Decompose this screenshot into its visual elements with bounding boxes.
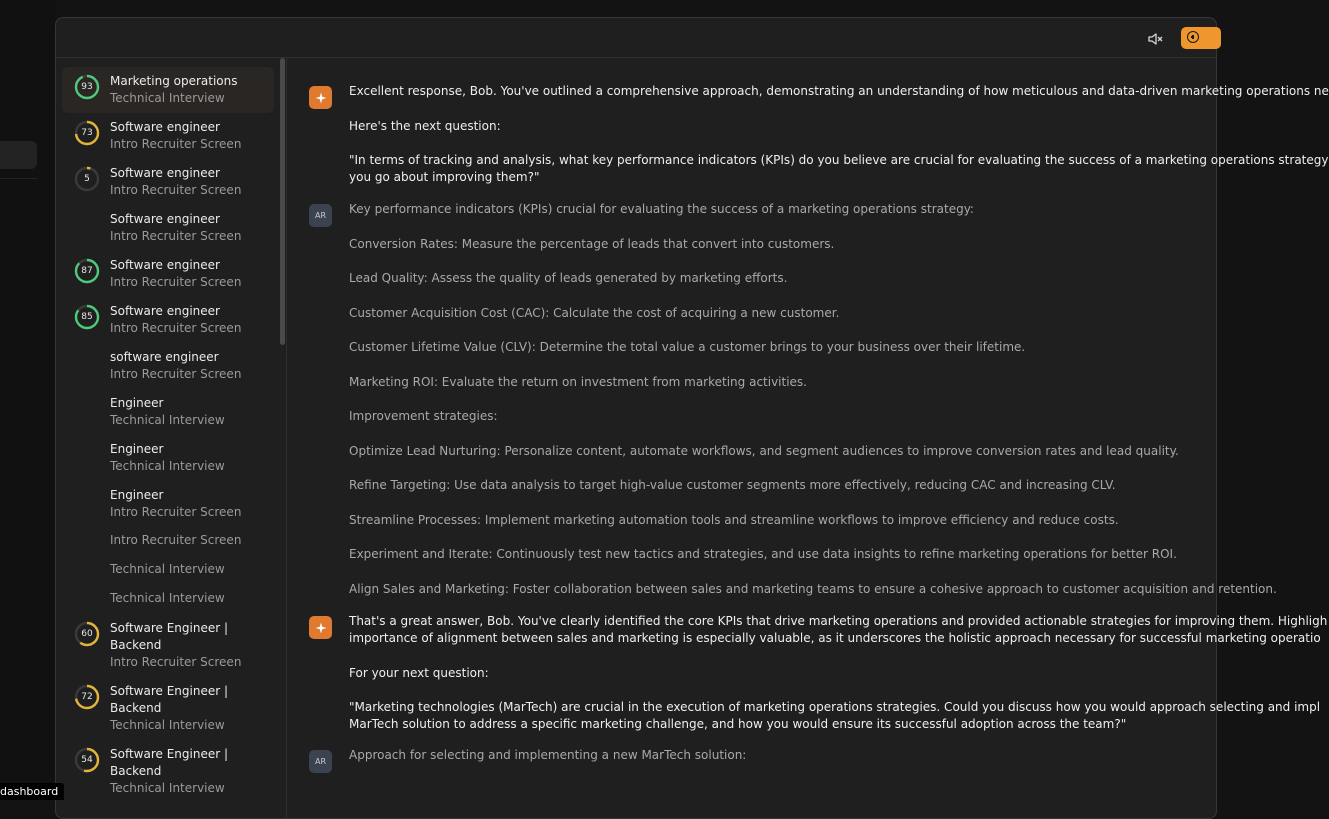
interview-list-item[interactable]: [62, 481, 274, 527]
interview-role: Marketing operations: [110, 74, 238, 88]
message-line: Streamline Processes: Implement marketing automation tools and streamline workflows to improve efficiency and reduce costs.: [349, 512, 1119, 527]
message-line: Improvement strategies:: [349, 409, 498, 423]
score-ring: [74, 120, 100, 146]
message-line: "Marketing technologies (MarTech) are crucial in the execution of marketing operations strategies. Could you discuss how you would approach selecting and impl: [349, 700, 1321, 714]
assistant-message: [349, 613, 1328, 733]
score-value: 93: [81, 82, 93, 92]
interview-type: Intro Recruiter Screen: [110, 505, 242, 519]
interview-labels: [110, 257, 270, 291]
interview-type: Technical Interview: [110, 591, 225, 605]
message-line: Here's the next question:: [349, 118, 501, 133]
assistant-avatar: [309, 616, 332, 639]
message-line: Experiment and Iterate: Continuously test new tactics and strategies, and use data insights to refine marketing operations for better ROI.: [349, 547, 1177, 561]
interview-role-continued: Backend: [110, 701, 162, 715]
interview-role: Engineer: [110, 488, 164, 502]
interview-list-item[interactable]: [62, 614, 274, 677]
interview-type: Technical Interview: [110, 718, 225, 732]
message-line: [349, 218, 1229, 236]
message-line: That's a great answer, Bob. You've clearly identified the core KPIs that drive marketing operations and provided actionable strategies for improving them. Highligh: [349, 614, 1328, 628]
interview-labels: [110, 73, 270, 107]
interview-history-modal: [55, 17, 1329, 819]
chat-transcript: [287, 58, 1329, 818]
score-ring: [74, 304, 100, 330]
interview-role: Engineer: [110, 396, 164, 410]
interview-role: Software Engineer |: [110, 684, 229, 698]
message-line: [349, 135, 1229, 153]
interview-type: Intro Recruiter Screen: [110, 229, 242, 243]
message-line: Refine Targeting: Use data analysis to target high-value customer segments more effectively, reducing CAC and increasing CLV.: [349, 478, 1116, 492]
interview-role: Software engineer: [110, 304, 220, 318]
score-ring: [74, 684, 100, 710]
score-value: 87: [81, 266, 93, 276]
message-line: Key performance indicators (KPIs) crucial for evaluating the success of a marketing operations strategy:: [349, 202, 974, 216]
score-value: 73: [81, 128, 93, 138]
background-app-sidebar: [0, 0, 56, 800]
interview-role: Software engineer: [110, 120, 220, 134]
message-line: For your next question:: [349, 665, 489, 680]
interview-type: Intro Recruiter Screen: [110, 367, 242, 381]
message-line: Approach for selecting and implementing a new MarTech solution:: [349, 748, 747, 762]
interview-type: Intro Recruiter Screen: [110, 183, 242, 197]
score-ring: [74, 621, 100, 647]
interview-list-item[interactable]: [62, 677, 274, 740]
score-value: 72: [81, 692, 93, 702]
dashboard-tooltip: dashboard: [0, 783, 64, 800]
message-line: Customer Acquisition Cost (CAC): Calculate the cost of acquiring a new customer.: [349, 305, 840, 320]
modal-topbar: [56, 18, 1216, 58]
interview-labels: [110, 441, 270, 475]
interview-type: Technical Interview: [110, 413, 225, 427]
message-line: [349, 356, 1229, 374]
message-line: Align Sales and Marketing: Foster collaboration between sales and marketing teams to ensure a cohesive approach to customer acquisition and retention.: [349, 581, 1277, 596]
message-line: [349, 100, 1229, 118]
interview-labels: [110, 303, 270, 337]
interview-role-continued: Backend: [110, 638, 162, 652]
score-ring: [74, 166, 100, 192]
interview-role: Engineer: [110, 442, 164, 456]
message-line: [349, 563, 1229, 581]
score-ring: [74, 74, 100, 100]
interview-list-item[interactable]: [62, 556, 274, 585]
interview-labels: [110, 487, 270, 521]
interview-role: Software engineer: [110, 258, 220, 272]
interview-labels: [110, 395, 270, 429]
interview-list-item[interactable]: [62, 205, 274, 251]
interview-type: Intro Recruiter Screen: [110, 321, 242, 335]
interview-list-item[interactable]: [62, 435, 274, 481]
message-line: [349, 647, 1229, 665]
interview-list-sidebar: [56, 58, 287, 818]
interview-list-item[interactable]: [62, 527, 274, 556]
interview-list: [62, 67, 274, 803]
interview-type: Technical Interview: [110, 781, 225, 795]
message-line: [349, 322, 1229, 340]
interview-type: Intro Recruiter Screen: [110, 137, 242, 151]
interview-labels: [110, 211, 270, 245]
message-line: [349, 529, 1229, 547]
message-line: Lead Quality: Assess the quality of leads generated by marketing efforts.: [349, 271, 788, 285]
interview-labels: [110, 620, 270, 671]
message-line: [349, 682, 1229, 700]
message-line: you go about improving them?": [349, 170, 540, 184]
score-value: 85: [81, 312, 93, 322]
interview-role: Software Engineer |: [110, 621, 229, 635]
mute-button[interactable]: [1144, 28, 1166, 50]
assistant-message: [349, 83, 1329, 186]
interview-list-item[interactable]: [62, 113, 274, 159]
interview-labels: [110, 683, 270, 734]
user-avatar: AR: [309, 204, 332, 227]
interview-type: Technical Interview: [110, 91, 225, 105]
score-value: 60: [81, 629, 93, 639]
background-divider: [0, 178, 37, 179]
sidebar-scrollbar[interactable]: [280, 58, 285, 345]
interview-role-continued: Backend: [110, 764, 162, 778]
speaker-muted-icon: [1147, 31, 1163, 47]
message-line: MarTech solution to address a specific marketing challenge, and how you would ensure its successful adoption across the team?": [349, 717, 1127, 731]
message-line: "In terms of tracking and analysis, what key performance indicators (KPIs) do you believe are crucial for evaluating the success of a marketing operations strategy: [349, 153, 1329, 167]
interview-labels: [110, 746, 270, 797]
interview-list-item[interactable]: [62, 67, 274, 113]
message-line: [349, 287, 1229, 305]
user-message: [349, 201, 1277, 598]
interview-labels: [110, 119, 270, 153]
interview-type: Intro Recruiter Screen: [110, 655, 242, 669]
message-line: Conversion Rates: Measure the percentage of leads that convert into customers.: [349, 236, 835, 251]
message-line: [349, 460, 1229, 478]
interview-list-item[interactable]: [62, 740, 274, 803]
assistant-avatar: [309, 86, 332, 109]
interview-type: Intro Recruiter Screen: [110, 275, 242, 289]
message-line: [349, 391, 1229, 409]
interview-role: Software Engineer |: [110, 747, 229, 761]
interview-type: Intro Recruiter Screen: [110, 533, 242, 547]
background-nav-item[interactable]: [0, 141, 37, 169]
interview-role: software engineer: [110, 350, 219, 364]
message-line: Customer Lifetime Value (CLV): Determine the total value a customer brings to your business over their lifetime.: [349, 340, 1026, 354]
interview-list-item[interactable]: [62, 159, 274, 205]
sparkle-icon: [315, 622, 327, 634]
score-value: 54: [81, 755, 93, 765]
interview-role: Software engineer: [110, 212, 220, 226]
interview-list-item[interactable]: [62, 389, 274, 435]
interview-list-item[interactable]: [62, 585, 274, 614]
message-line: [349, 494, 1229, 512]
interview-role: Software engineer: [110, 166, 220, 180]
user-avatar: AR: [309, 750, 332, 773]
score-value: 5: [84, 174, 90, 184]
score-ring: [74, 258, 100, 284]
sparkle-icon: [315, 92, 327, 104]
interview-list-item[interactable]: [62, 343, 274, 389]
message-line: importance of alignment between sales and marketing is especially valuable, as it underscores the holistic approach necessary for successful marketing operatio: [349, 631, 1321, 645]
score-ring: [74, 747, 100, 773]
interview-labels: [110, 349, 270, 383]
new-interview-button[interactable]: [1181, 27, 1221, 49]
interview-type: Technical Interview: [110, 459, 225, 473]
user-message: [349, 747, 1229, 764]
message-line: Optimize Lead Nurturing: Personalize content, automate workflows, and segment audiences to improve conversion rates and lead quality.: [349, 443, 1179, 458]
plus-circle-icon: [1187, 31, 1199, 43]
message-line: [349, 253, 1229, 271]
message-line: Marketing ROI: Evaluate the return on investment from marketing activities.: [349, 374, 807, 389]
interview-type: Technical Interview: [110, 562, 225, 576]
interview-list-item[interactable]: [62, 251, 274, 297]
message-line: [349, 425, 1229, 443]
interview-labels: [110, 165, 270, 199]
message-line: Excellent response, Bob. You've outlined a comprehensive approach, demonstrating an understanding of how meticulous and data-driven marketing operations ne: [349, 84, 1329, 98]
interview-list-item[interactable]: [62, 297, 274, 343]
